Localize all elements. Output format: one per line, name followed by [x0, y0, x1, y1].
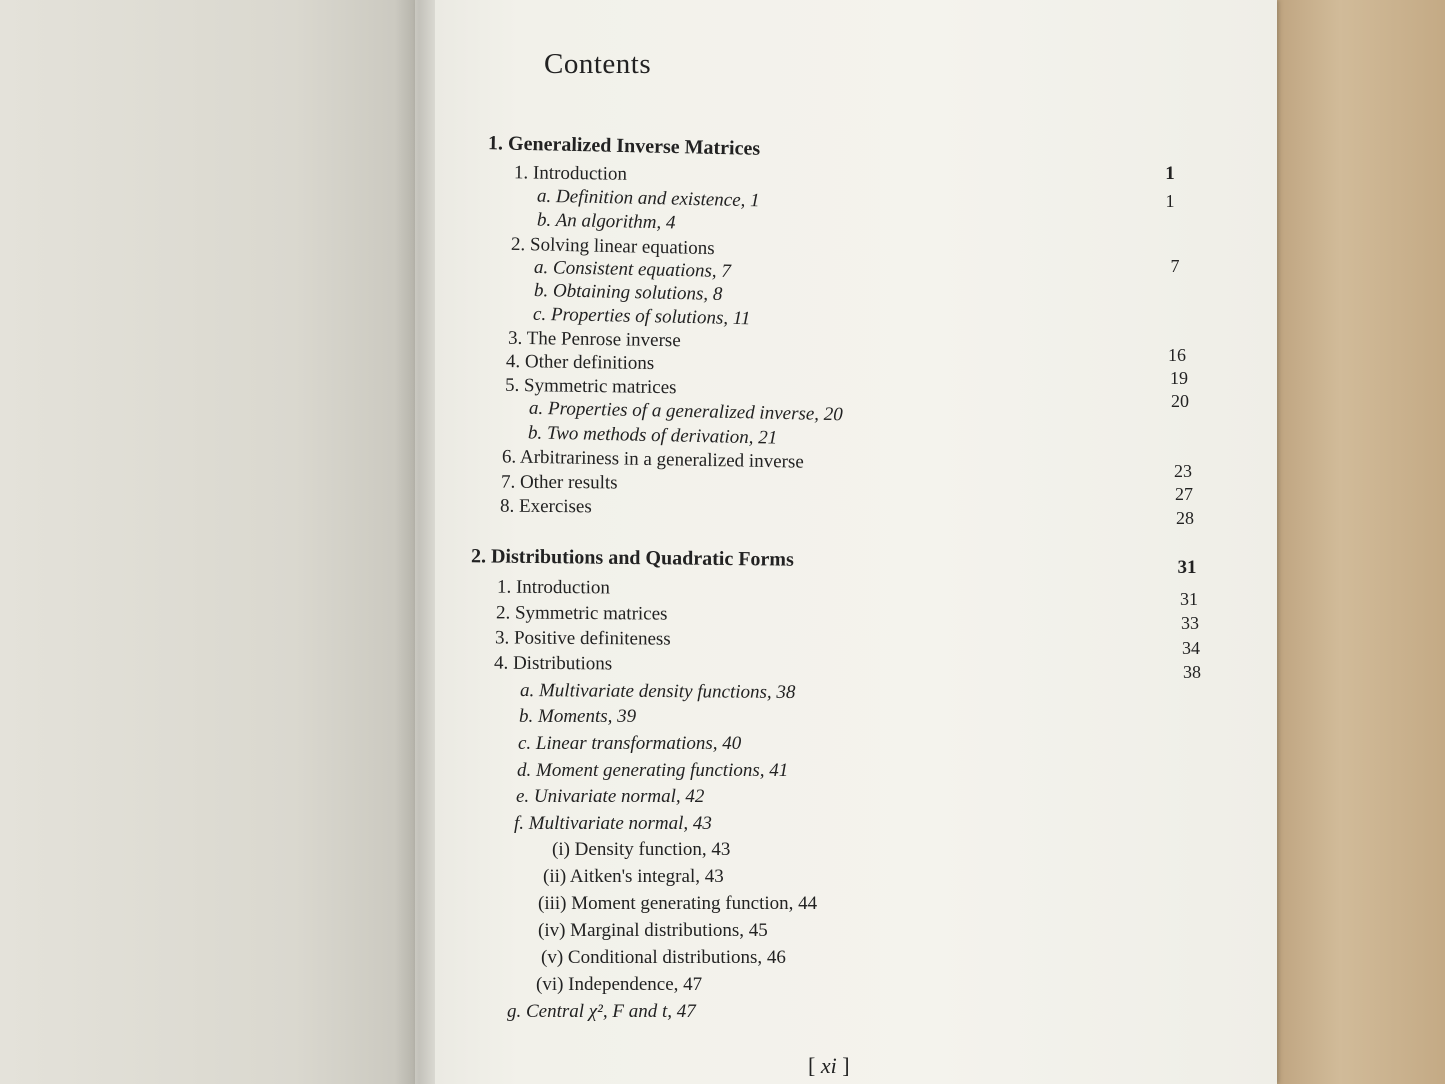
toc-entry: 1. Introduction: [513, 162, 628, 185]
toc-entry: 8. Exercises: [499, 495, 592, 518]
toc-subsubentry: (iii) Moment generating function, 44: [538, 893, 818, 914]
toc-subentry: g. Central χ², F and t, 47: [507, 1001, 696, 1022]
chapter-2-page-number: 31: [1177, 557, 1197, 578]
toc-subsubentry: (v) Conditional distributions, 46: [541, 947, 786, 968]
page-number: 27: [1175, 484, 1193, 504]
toc-subsubentry: (ii) Aitken's integral, 43: [543, 866, 724, 887]
page-number: 38: [1183, 662, 1201, 682]
page-number: 23: [1174, 461, 1192, 481]
toc-entry: 2. Solving linear equations: [510, 233, 715, 260]
toc-subentry: b. Obtaining solutions, 8: [533, 280, 723, 305]
chapter-1-title: 1. Generalized Inverse Matrices: [487, 132, 761, 160]
toc-subsubentry: (i) Density function, 43: [552, 839, 731, 860]
wooden-table-surface: [1270, 0, 1445, 1084]
toc-entry: 3. Positive definiteness: [494, 627, 671, 650]
toc-entry: 3. The Penrose inverse: [507, 327, 681, 352]
page-number: 33: [1181, 613, 1199, 633]
book-gutter-shadow: [395, 0, 435, 1084]
page-number: 19: [1170, 368, 1188, 388]
toc-entry: 5. Symmetric matrices: [504, 374, 677, 399]
page-heading: Contents: [544, 48, 652, 80]
page-number: 16: [1168, 345, 1186, 365]
toc-subentry: b. An algorithm, 4: [536, 209, 676, 234]
page-number: 34: [1182, 638, 1200, 658]
toc-subsubentry: (vi) Independence, 47: [536, 974, 703, 995]
page-number: 7: [1170, 256, 1180, 276]
toc-subentry: a. Multivariate density functions, 38: [519, 680, 796, 703]
toc-entry: 2. Symmetric matrices: [495, 602, 668, 625]
toc-subentry: c. Properties of solutions, 11: [532, 303, 751, 330]
toc-entry: 6. Arbitrariness in a generalized inverse: [501, 446, 804, 473]
toc-entry: 4. Distributions: [493, 652, 613, 675]
folio-numeral: xi: [820, 1053, 837, 1078]
page-number: 1: [1165, 163, 1175, 184]
left-blank-page: [0, 0, 420, 1084]
page-folio: [ xi ]: [808, 1053, 850, 1078]
toc-subentry: d. Moment generating functions, 41: [517, 760, 789, 781]
toc-subentry: c. Linear transformations, 40: [518, 733, 742, 754]
toc-subentry: e. Univariate normal, 42: [516, 786, 705, 807]
toc-subentry: a. Consistent equations, 7: [533, 256, 732, 283]
toc-subentry: f. Multivariate normal, 43: [514, 813, 712, 834]
toc-entry: 4. Other definitions: [505, 350, 655, 375]
toc-subentry: a. Definition and existence, 1: [536, 185, 760, 212]
page-number: 1: [1165, 191, 1175, 211]
toc-subsubentry: (iv) Marginal distributions, 45: [538, 920, 768, 941]
page-number: 31: [1180, 589, 1198, 609]
page-number: 28: [1176, 508, 1194, 528]
toc-subentry: b. Moments, 39: [519, 706, 637, 727]
toc-subentry: a. Properties of a generalized inverse, 20: [528, 397, 843, 426]
page-number: 20: [1171, 391, 1189, 411]
chapter-2-title: 2. Distributions and Quadratic Forms: [470, 545, 794, 571]
toc-subentry: b. Two methods of derivation, 21: [527, 422, 778, 449]
toc-entry: 1. Introduction: [496, 576, 611, 599]
toc-entry: 7. Other results: [500, 471, 618, 494]
